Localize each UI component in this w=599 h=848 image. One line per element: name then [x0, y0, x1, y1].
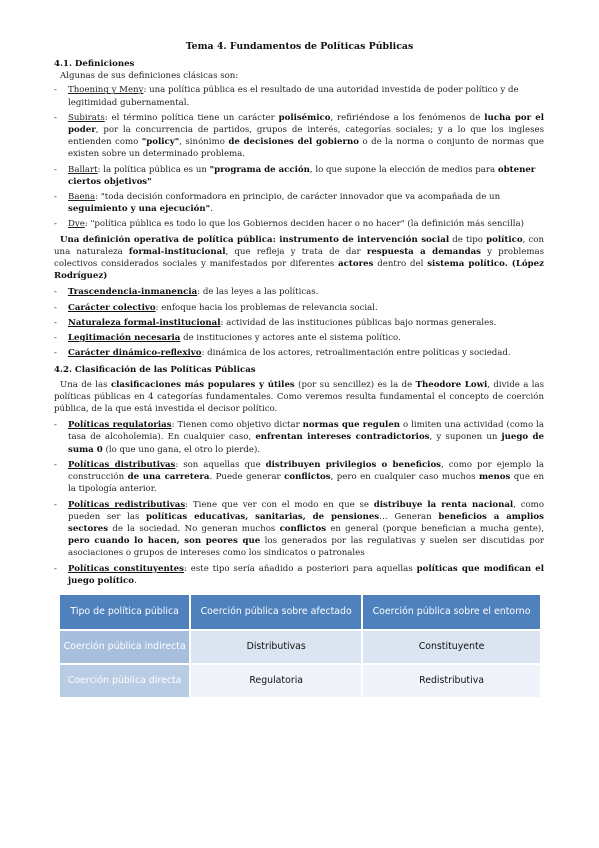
table-row	[60, 665, 540, 697]
list-dash: -	[54, 192, 57, 203]
definition-author: Subirats	[68, 112, 105, 123]
definition-item: - Ballart: la política pública es un "programa de acción, lo que supone la elección de medios para obtener ciertos objetivos"	[54, 164, 536, 187]
section-heading-clasificacion: 4.2. Clasificación de las Políticas Públicas	[54, 365, 256, 376]
feature-label: Carácter colectivo	[68, 302, 156, 313]
classification-intro: Una de las clasificaciones más populares y útiles (por su sencillez) es la de Theodore Lowi, divide a las políticas públicas en 4 categorías fundamentales. Como veremos resulta fundamental el concepto de coerción pública, de la que está investida el decisor político.	[54, 379, 544, 415]
feature-label: Trascendencia-inmanencia	[68, 287, 198, 298]
operative-definition: Una definición operativa de política pública: instrumento de intervención social de tipo político, con una naturaleza formal-institucional, que refleja y trata de dar respuesta a demandas y problemas colectivos considerados sociales y manifestados por diferentes actores dentro del sistema político. (López Rodríguez)	[54, 234, 545, 282]
list-dash: -	[54, 459, 57, 470]
policy-classification-table	[60, 595, 540, 697]
definition-author: Baena	[68, 192, 96, 203]
policy-type-label: Políticas redistributivas	[68, 499, 186, 510]
list-dash: -	[54, 317, 57, 328]
policy-type-item: - Políticas constituyentes: este tipo sería añadido a posteriori para aquellas políticas que modifican el juego político.	[54, 563, 544, 586]
feature-label: Carácter dinámico-reflexivo	[68, 348, 202, 359]
policy-type-item: - Políticas redistributivas: Tiene que ver con el modo en que se distribuye la renta nacional, como pueden ser las políticas educativas, sanitarias, de pensiones… Generan beneficios a amplios sectores de la sociedad. No generan muchos conflictos en general (porque benefician a mucha gente), pero cuando lo hacen, son peores que los generados por las regulativas y suelen ser discutidas por asociaciones o grupos de intereses como los sindicatos o patronales	[54, 499, 545, 559]
table-row-header: Coerción pública indirecta	[60, 631, 190, 663]
definition-item: - Subirats: el término política tiene un carácter polisémico, refiriéndose a los fenómenos de lucha por el poder, por la concurrencia de partidos, grupos de interés, categorías sociales; y a lo que los ingleses entienden como "policy", sinónimo de decisiones del gobierno o de la norma o conjunto de normas que existen sobre un determinado problema.	[54, 112, 545, 160]
feature-item: - Carácter colectivo: enfoque hacia los problemas de relevancia social.	[54, 302, 378, 313]
table-header-cell: Coerción pública sobre el entorno	[362, 595, 540, 629]
definition-author: Dye	[68, 219, 85, 230]
table-header-cell: Tipo de política pública	[60, 595, 190, 629]
policy-type-label: Políticas distributivas	[68, 459, 176, 470]
definition-author: Thoening y Meny	[68, 85, 144, 96]
list-dash: -	[54, 287, 57, 298]
list-dash: -	[54, 112, 57, 123]
feature-label: Legitimación necesaria	[68, 333, 181, 344]
definition-item: - Thoening y Meny: una política pública es el resultado de una autoridad investida de poder político y de legitimidad gubernamental.	[54, 85, 519, 108]
list-dash: -	[54, 499, 57, 510]
feature-item: - Carácter dinámico-reflexivo: dinámica de los actores, retroalimentación entre políticas y sociedad.	[54, 348, 511, 359]
policy-type-label: Políticas regulatorias	[68, 420, 172, 431]
definition-item: - Dye: "política pública es todo lo que los Gobiernos deciden hacer o no hacer" (la definición más sencilla)	[54, 219, 524, 230]
feature-item: - Legitimación necesaria de instituciones y actores ante el sistema político.	[54, 333, 401, 344]
feature-label: Naturaleza formal-institucional	[68, 317, 221, 328]
list-dash: -	[54, 302, 57, 313]
list-dash: -	[54, 348, 57, 359]
document-title: Tema 4. Fundamentos de Políticas Públicas	[185, 41, 414, 52]
document-body	[54, 58, 544, 697]
list-dash: -	[54, 420, 57, 431]
table-header-cell: Coerción pública sobre afectado	[190, 595, 362, 629]
table-header-row	[60, 595, 540, 629]
table-cell: Distributivas	[190, 631, 362, 663]
list-dash: -	[54, 333, 57, 344]
table-cell: Constituyente	[362, 631, 540, 663]
table-row	[60, 631, 540, 663]
section-heading-definiciones: 4.1. Definiciones	[54, 59, 135, 69]
definition-item: - Baena: "toda decisión conformadora en principio, de carácter innovador que va acompañada de un seguimiento y una ejecución".	[54, 192, 501, 215]
feature-item: - Naturaleza formal-institucional: actividad de las instituciones públicas bajo normas generales.	[54, 317, 497, 328]
definitions-intro: Algunas de sus definiciones clásicas son:	[60, 71, 239, 82]
feature-item: - Trascendencia-inmanencia: de las leyes a las políticas.	[54, 287, 319, 298]
list-dash: -	[54, 85, 57, 96]
list-dash: -	[54, 219, 57, 230]
policy-type-item: - Políticas regulatorias: Tienen como objetivo dictar normas que regulen o limiten una actividad (como la tasa de alcoholemia). En cualquier caso, enfrentan intereses contradictorios, y suponen un juego de suma 0 (lo que uno gana, el otro lo pierde).	[54, 420, 544, 455]
table-cell: Redistributiva	[362, 665, 540, 697]
list-dash: -	[54, 563, 57, 574]
list-dash: -	[54, 164, 57, 175]
table-row-header: Coerción pública directa	[60, 665, 190, 697]
policy-type-label: Políticas constituyentes	[68, 563, 184, 574]
policy-type-item: - Políticas distributivas: son aquellas que distribuyen privilegios o beneficios, como por ejemplo la construcción de una carretera. Puede generar conflictos, pero en cualquier caso muchos menos que en la tipología anterior.	[54, 459, 545, 495]
definition-author: Ballart	[68, 164, 98, 175]
table-cell: Regulatoria	[190, 665, 362, 697]
